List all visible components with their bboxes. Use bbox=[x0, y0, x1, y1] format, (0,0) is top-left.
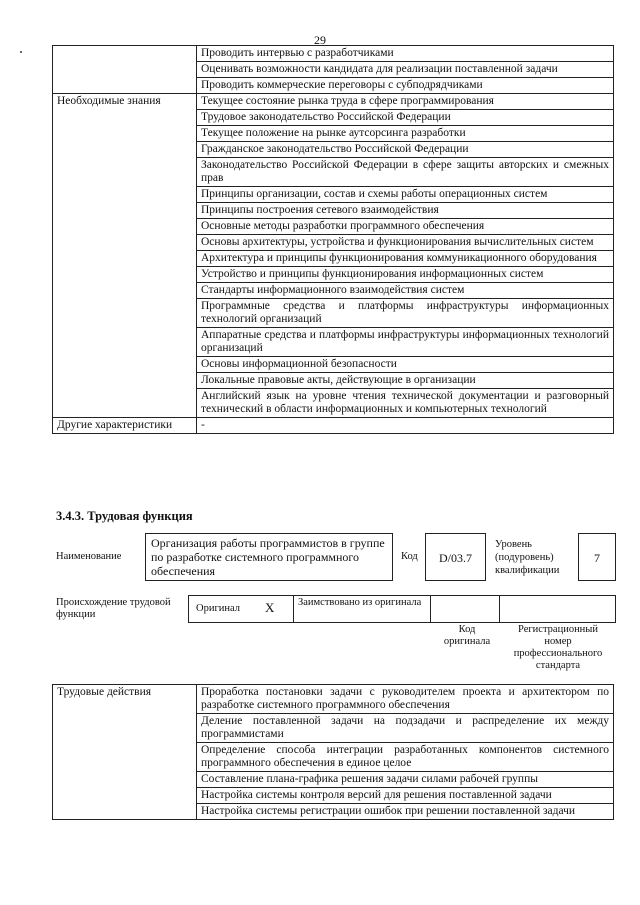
other-characteristics-value: - bbox=[197, 418, 614, 434]
knowledge-item: Текущее состояние рынка труда в сфере программирования bbox=[197, 94, 614, 110]
knowledge-item: Текущее положение на рынке аутсорсинга разработки bbox=[197, 126, 614, 142]
labor-actions-label: Трудовые действия bbox=[53, 685, 197, 820]
skill-item: Оценивать возможности кандидата для реализации поставленной задачи bbox=[197, 62, 614, 78]
labor-actions-table bbox=[52, 684, 614, 820]
scan-speck bbox=[20, 51, 22, 53]
knowledge-item: Законодательство Российской Федерации в сфере защиты авторских и смежных прав bbox=[197, 158, 614, 187]
knowledge-item: Основы архитектуры, устройства и функционирования вычислительных систем bbox=[197, 235, 614, 251]
level-value: 7 bbox=[594, 551, 600, 565]
table-row bbox=[53, 46, 614, 62]
knowledge-table bbox=[52, 45, 614, 434]
labor-action-item: Проработка постановки задачи с руководителем проекта и архитектором по разработке системного программного обеспечения bbox=[197, 685, 614, 714]
name-label: Наименование bbox=[56, 551, 122, 562]
knowledge-item: Основы информационной безопасности bbox=[197, 357, 614, 373]
skill-item: Проводить коммерческие переговоры с субподрядчиками bbox=[197, 78, 614, 94]
knowledge-item: Основные методы разработки программного обеспечения bbox=[197, 219, 614, 235]
origin-divider-3 bbox=[499, 595, 500, 622]
other-characteristics-label: Другие характеристики bbox=[53, 418, 197, 434]
knowledge-item: Аппаратные средства и платформы инфраструктуры информационных технологий организаций bbox=[197, 328, 614, 357]
function-name: Организация работы программистов в группе по разработке системного программного обеспечения bbox=[151, 536, 385, 578]
code-value: D/03.7 bbox=[439, 551, 472, 565]
labor-action-item: Определение способа интеграции разработанных компонентов системного программного обеспечения в единое целое bbox=[197, 743, 614, 772]
skill-item: Проводить интервью с разработчиками bbox=[197, 46, 614, 62]
skills-label-cell bbox=[53, 46, 197, 94]
labor-action-item: Деление поставленной задачи на подзадачи и распределение их между программистами bbox=[197, 714, 614, 743]
reg-number-label: Регистрационный номер профессионального стандарта bbox=[513, 624, 603, 671]
borrowed-label: Заимствовано из оригинала bbox=[298, 597, 422, 608]
page-number: 29 bbox=[314, 33, 326, 47]
code-box bbox=[425, 533, 486, 581]
knowledge-label: Необходимые знания bbox=[53, 94, 197, 418]
table-row bbox=[53, 94, 614, 110]
knowledge-item: Локальные правовые акты, действующие в организации bbox=[197, 373, 614, 389]
knowledge-item: Устройство и принципы функционирования информационных систем bbox=[197, 267, 614, 283]
knowledge-item: Архитектура и принципы функционирования коммуникационного оборудования bbox=[197, 251, 614, 267]
knowledge-item: Трудовое законодательство Российской Федерации bbox=[197, 110, 614, 126]
labor-action-item: Настройка системы регистрации ошибок при решении поставленной задачи bbox=[197, 804, 614, 820]
original-label: Оригинал bbox=[196, 603, 240, 614]
origin-label: Происхождение трудовой функции bbox=[56, 597, 171, 620]
knowledge-item: Стандарты информационного взаимодействия систем bbox=[197, 283, 614, 299]
origin-divider-2 bbox=[430, 595, 431, 622]
origin-divider-1 bbox=[293, 595, 294, 622]
level-label: Уровень (подуровень) квалификации bbox=[495, 539, 560, 576]
table-row bbox=[53, 418, 614, 434]
knowledge-item: Принципы построения сетевого взаимодействия bbox=[197, 203, 614, 219]
level-box bbox=[578, 533, 616, 581]
labor-action-item: Составление плана-графика решения задачи силами рабочей группы bbox=[197, 772, 614, 788]
knowledge-item: Принципы организации, состав и схемы работы операционных систем bbox=[197, 187, 614, 203]
labor-action-item: Настройка системы контроля версий для решения поставленной задачи bbox=[197, 788, 614, 804]
knowledge-item: Английский язык на уровне чтения технической документации и разговорный технический в области информационных и компьютерных технологий bbox=[197, 389, 614, 418]
table-row bbox=[53, 685, 614, 714]
code-label: Код bbox=[401, 551, 418, 562]
section-heading: 3.4.3. Трудовая функция bbox=[56, 509, 193, 523]
knowledge-item: Программные средства и платформы инфраструктуры информационных технологий организаций bbox=[197, 299, 614, 328]
knowledge-item: Гражданское законодательство Российской Федерации bbox=[197, 142, 614, 158]
original-mark: X bbox=[265, 600, 275, 615]
name-box bbox=[145, 533, 393, 581]
origin-code-label: Код оригинала bbox=[443, 624, 491, 647]
